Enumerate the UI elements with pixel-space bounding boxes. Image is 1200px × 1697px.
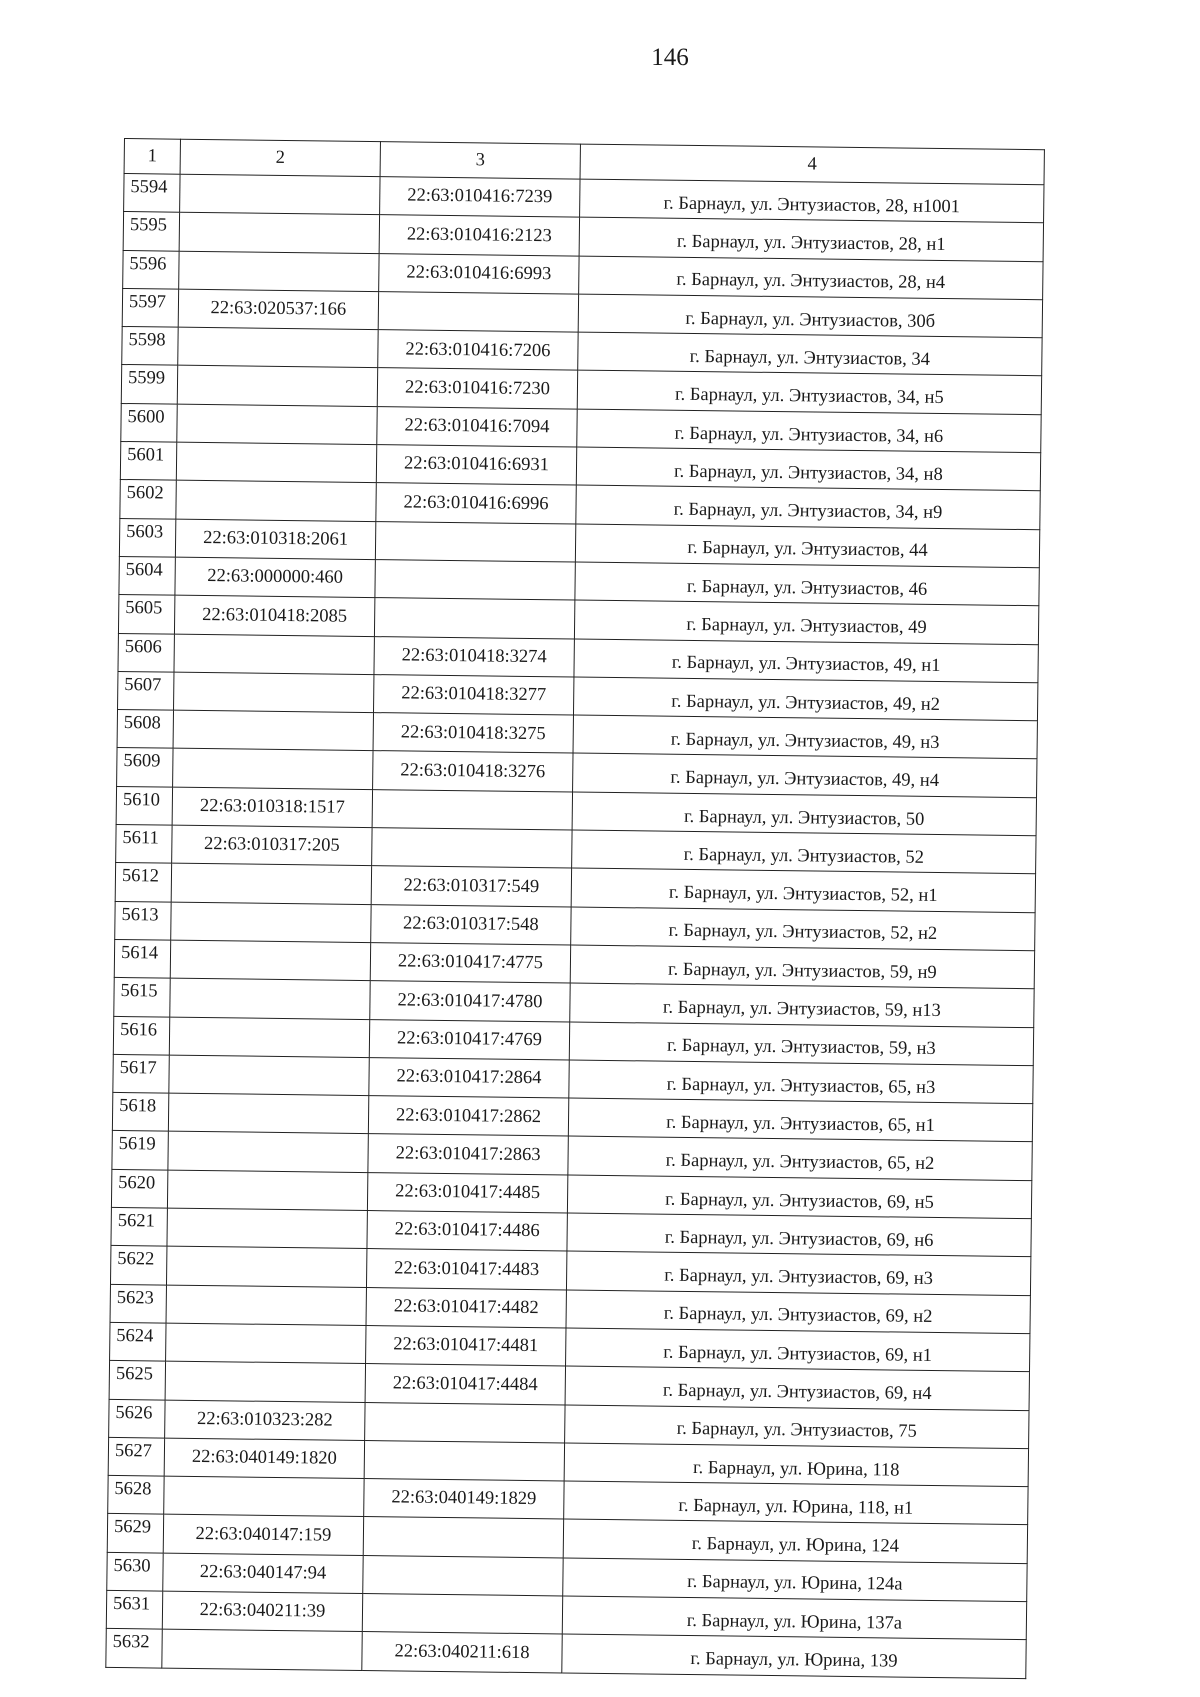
address-cell: г. Барнаул, ул. Энтузиастов, 49	[574, 600, 1038, 644]
address-cell: г. Барнаул, ул. Энтузиастов, 52	[572, 830, 1036, 874]
object-cadastral-number-cell: 22:63:010416:6996	[376, 483, 576, 524]
property-table	[105, 138, 1045, 1679]
address-cell: г. Барнаул, ул. Энтузиастов, 28, н1001	[580, 179, 1044, 223]
object-cadastral-number-cell: 22:63:010417:4483	[366, 1249, 566, 1290]
cadastral-number-cell	[166, 1323, 366, 1364]
address-cell: г. Барнаул, ул. Энтузиастов, 49, н2	[573, 677, 1037, 721]
row-number-cell: 5596	[123, 250, 179, 289]
object-cadastral-number-cell: 22:63:010417:4775	[370, 943, 570, 984]
cadastral-number-cell	[170, 940, 370, 981]
cadastral-number-cell	[167, 1170, 367, 1211]
cadastral-number-cell	[179, 212, 379, 253]
object-cadastral-number-cell	[375, 521, 575, 562]
address-cell: г. Барнаул, ул. Энтузиастов, 59, н9	[570, 945, 1034, 989]
cadastral-number-cell	[176, 442, 376, 483]
address-cell: г. Барнаул, ул. Энтузиастов, 69, н1	[566, 1328, 1030, 1372]
address-cell: г. Барнаул, ул. Энтузиастов, 34, н5	[577, 371, 1041, 415]
cadastral-number-cell	[169, 1017, 369, 1058]
object-cadastral-number-cell: 22:63:010416:2123	[379, 215, 579, 256]
cadastral-number-cell	[174, 634, 374, 675]
object-cadastral-number-cell: 22:63:010416:7206	[378, 330, 578, 371]
address-cell: г. Барнаул, ул. Юрина, 118, н1	[564, 1481, 1028, 1525]
cadastral-number-cell: 22:63:010323:282	[165, 1400, 365, 1441]
cadastral-number-cell	[177, 404, 377, 445]
row-number-cell: 5609	[117, 748, 173, 787]
object-cadastral-number-cell	[364, 1440, 564, 1481]
object-cadastral-number-cell	[372, 828, 572, 869]
row-number-cell: 5601	[120, 442, 176, 481]
cadastral-number-cell	[165, 1361, 365, 1402]
address-cell: г. Барнаул, ул. Энтузиастов, 65, н3	[569, 1060, 1033, 1104]
row-number-cell: 5624	[110, 1322, 166, 1361]
row-number-cell: 5616	[113, 1016, 169, 1055]
address-cell: г. Барнаул, ул. Энтузиастов, 49, н3	[573, 715, 1037, 759]
cadastral-number-cell	[173, 710, 373, 751]
column-header-4: 4	[580, 144, 1044, 185]
object-cadastral-number-cell: 22:63:010417:2863	[368, 1134, 568, 1175]
table-body	[106, 174, 1044, 1679]
cadastral-number-cell: 22:63:040211:39	[162, 1591, 362, 1632]
row-number-cell: 5622	[110, 1246, 166, 1285]
address-cell: г. Барнаул, ул. Юрина, 139	[562, 1634, 1026, 1678]
row-number-cell: 5611	[116, 825, 172, 864]
address-cell: г. Барнаул, ул. Юрина, 118	[564, 1443, 1028, 1487]
object-cadastral-number-cell: 22:63:010416:6931	[376, 445, 576, 486]
object-cadastral-number-cell	[374, 598, 574, 639]
cadastral-number-cell: 22:63:010318:2061	[175, 519, 375, 560]
row-number-cell: 5625	[109, 1361, 165, 1400]
object-cadastral-number-cell	[362, 1594, 562, 1635]
row-number-cell: 5618	[112, 1093, 168, 1132]
address-cell: г. Барнаул, ул. Энтузиастов, 30б	[578, 294, 1042, 338]
address-cell: г. Барнаул, ул. Энтузиастов, 34, н9	[576, 485, 1040, 529]
object-cadastral-number-cell: 22:63:010317:549	[371, 866, 571, 907]
address-cell: г. Барнаул, ул. Энтузиастов, 52, н2	[571, 907, 1035, 951]
cadastral-number-cell	[171, 863, 371, 904]
cadastral-number-cell: 22:63:020537:166	[178, 289, 378, 330]
cadastral-number-cell: 22:63:010418:2085	[174, 595, 374, 636]
object-cadastral-number-cell	[363, 1555, 563, 1596]
object-cadastral-number-cell: 22:63:010417:4486	[367, 1211, 567, 1252]
cadastral-number-cell	[177, 366, 377, 407]
address-cell: г. Барнаул, ул. Энтузиастов, 59, н3	[569, 1022, 1033, 1066]
row-number-cell: 5619	[112, 1131, 168, 1170]
object-cadastral-number-cell: 22:63:010417:4769	[369, 1019, 569, 1060]
address-cell: г. Барнаул, ул. Энтузиастов, 65, н2	[568, 1136, 1032, 1180]
address-cell: г. Барнаул, ул. Энтузиастов, 49, н1	[574, 639, 1038, 683]
object-cadastral-number-cell: 22:63:010417:4481	[366, 1325, 566, 1366]
row-number-cell: 5628	[108, 1476, 164, 1515]
cadastral-number-cell: 22:63:040147:159	[163, 1514, 363, 1555]
row-number-cell: 5599	[121, 365, 177, 404]
address-cell: г. Барнаул, ул. Энтузиастов, 34, н8	[576, 447, 1040, 491]
row-number-cell: 5595	[123, 212, 179, 251]
object-cadastral-number-cell	[363, 1517, 563, 1558]
object-cadastral-number-cell: 22:63:010417:4780	[370, 981, 570, 1022]
address-cell: г. Барнаул, ул. Энтузиастов, 69, н3	[566, 1251, 1030, 1295]
cadastral-number-cell	[179, 251, 379, 292]
cadastral-number-cell: 22:63:010318:1517	[172, 787, 372, 828]
address-cell: г. Барнаул, ул. Энтузиастов, 65, н1	[568, 1098, 1032, 1142]
address-cell: г. Барнаул, ул. Юрина, 124	[563, 1519, 1027, 1563]
object-cadastral-number-cell: 22:63:010417:4482	[366, 1287, 566, 1328]
object-cadastral-number-cell: 22:63:010417:4485	[367, 1172, 567, 1213]
cadastral-number-cell	[164, 1476, 364, 1517]
cadastral-number-cell	[171, 902, 371, 943]
cadastral-number-cell	[168, 1132, 368, 1173]
address-cell: г. Барнаул, ул. Юрина, 124а	[563, 1558, 1027, 1602]
address-cell: г. Барнаул, ул. Энтузиастов, 49, н4	[573, 753, 1037, 797]
object-cadastral-number-cell: 22:63:040149:1829	[364, 1479, 564, 1520]
row-number-cell: 5621	[111, 1207, 167, 1246]
address-cell: г. Барнаул, ул. Энтузиастов, 34	[578, 332, 1042, 376]
address-cell: г. Барнаул, ул. Энтузиастов, 44	[575, 524, 1039, 568]
address-cell: г. Барнаул, ул. Энтузиастов, 52, н1	[571, 868, 1035, 912]
cadastral-number-cell	[168, 1093, 368, 1134]
address-cell: г. Барнаул, ул. Энтузиастов, 75	[565, 1404, 1029, 1448]
row-number-cell: 5600	[121, 403, 177, 442]
row-number-cell: 5603	[119, 518, 175, 557]
address-cell: г. Барнаул, ул. Энтузиастов, 69, н2	[566, 1290, 1030, 1334]
object-cadastral-number-cell: 22:63:040211:618	[362, 1632, 562, 1673]
address-cell: г. Барнаул, ул. Энтузиастов, 69, н4	[565, 1366, 1029, 1410]
address-cell: г. Барнаул, ул. Энтузиастов, 28, н4	[579, 256, 1043, 300]
column-header-1: 1	[124, 139, 180, 175]
object-cadastral-number-cell: 22:63:010417:4484	[365, 1364, 565, 1405]
address-cell: г. Барнаул, ул. Энтузиастов, 59, н13	[570, 983, 1034, 1027]
cadastral-number-cell	[162, 1629, 362, 1670]
cadastral-number-cell	[170, 978, 370, 1019]
object-cadastral-number-cell: 22:63:010417:2864	[369, 1057, 569, 1098]
page-number: 146	[651, 44, 689, 71]
address-cell: г. Барнаул, ул. Энтузиастов, 69, н6	[567, 1213, 1031, 1257]
cadastral-number-cell	[173, 749, 373, 790]
row-number-cell: 5615	[114, 978, 170, 1017]
object-cadastral-number-cell: 22:63:010416:7230	[377, 368, 577, 409]
row-number-cell: 5629	[107, 1514, 163, 1553]
cadastral-number-cell: 22:63:040147:94	[163, 1553, 363, 1594]
cadastral-number-cell: 22:63:010317:205	[172, 825, 372, 866]
cadastral-number-cell: 22:63:000000:460	[175, 557, 375, 598]
row-number-cell: 5605	[118, 595, 174, 634]
cadastral-number-cell	[166, 1285, 366, 1326]
address-cell: г. Барнаул, ул. Энтузиастов, 50	[572, 792, 1036, 836]
row-number-cell: 5610	[116, 786, 172, 825]
row-number-cell: 5623	[110, 1284, 166, 1323]
object-cadastral-number-cell	[365, 1402, 565, 1443]
row-number-cell: 5594	[124, 174, 180, 213]
cadastral-number-cell	[169, 1055, 369, 1096]
object-cadastral-number-cell: 22:63:010416:7239	[380, 177, 580, 218]
row-number-cell: 5614	[114, 939, 170, 978]
address-cell: г. Барнаул, ул. Энтузиастов, 46	[575, 562, 1039, 606]
object-cadastral-number-cell: 22:63:010416:7094	[377, 406, 577, 447]
address-cell: г. Барнаул, ул. Энтузиастов, 69, н5	[567, 1175, 1031, 1219]
row-number-cell: 5598	[122, 327, 178, 366]
cadastral-number-cell	[178, 327, 378, 368]
cadastral-number-cell	[167, 1208, 367, 1249]
row-number-cell: 5606	[118, 633, 174, 672]
object-cadastral-number-cell: 22:63:010417:2862	[368, 1096, 568, 1137]
row-number-cell: 5617	[113, 1054, 169, 1093]
object-cadastral-number-cell: 22:63:010418:3276	[373, 751, 573, 792]
cadastral-number-cell	[176, 481, 376, 522]
row-number-cell: 5631	[106, 1590, 162, 1629]
row-number-cell: 5612	[115, 863, 171, 902]
row-number-cell: 5620	[111, 1169, 167, 1208]
cadastral-number-cell	[174, 672, 374, 713]
address-cell: г. Барнаул, ул. Энтузиастов, 34, н6	[577, 409, 1041, 453]
object-cadastral-number-cell: 22:63:010317:548	[371, 904, 571, 945]
row-number-cell: 5608	[117, 710, 173, 749]
column-header-3: 3	[380, 142, 580, 179]
row-number-cell: 5613	[115, 901, 171, 940]
address-cell: г. Барнаул, ул. Энтузиастов, 28, н1	[579, 217, 1043, 261]
row-number-cell: 5626	[109, 1399, 165, 1438]
cadastral-number-cell	[166, 1246, 366, 1287]
row-number-cell: 5607	[118, 671, 174, 710]
object-cadastral-number-cell: 22:63:010418:3274	[374, 636, 574, 677]
object-cadastral-number-cell	[378, 292, 578, 333]
cadastral-number-cell: 22:63:040149:1820	[164, 1438, 364, 1479]
object-cadastral-number-cell: 22:63:010418:3277	[373, 674, 573, 715]
object-cadastral-number-cell: 22:63:010418:3275	[373, 713, 573, 754]
row-number-cell: 5604	[119, 556, 175, 595]
row-number-cell: 5597	[122, 288, 178, 327]
row-number-cell: 5630	[107, 1552, 163, 1591]
object-cadastral-number-cell: 22:63:010416:6993	[379, 253, 579, 294]
cadastral-number-cell	[180, 174, 380, 215]
row-number-cell: 5632	[106, 1629, 162, 1668]
row-number-cell: 5602	[120, 480, 176, 519]
address-cell: г. Барнаул, ул. Юрина, 137а	[562, 1596, 1026, 1640]
object-cadastral-number-cell	[372, 789, 572, 830]
column-header-2: 2	[180, 139, 380, 176]
row-number-cell: 5627	[108, 1437, 164, 1476]
object-cadastral-number-cell	[375, 560, 575, 601]
